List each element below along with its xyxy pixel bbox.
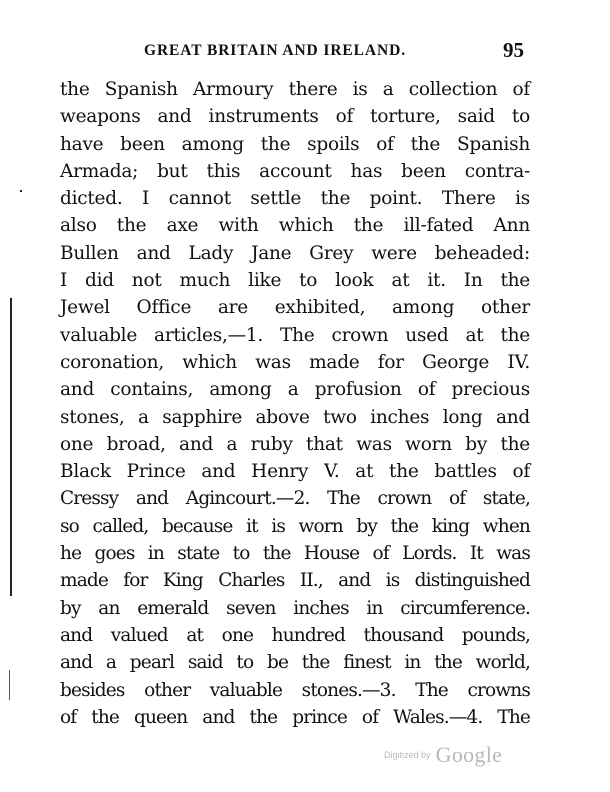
margin-dot-mark [20,190,22,192]
text-line: and a pearl said to be the finest in the world, [60,652,530,674]
text-line: and valued at one hundred thousand pounds, [60,624,530,646]
running-title: GREAT BRITAIN AND IRELAND. [144,42,406,59]
text-line: made for King Charles II., and is distinguished [60,570,530,592]
text-line: dicted. I cannot settle the point. There is [60,188,530,210]
text-line: the Spanish Armoury there is a collection of [60,79,530,100]
text-line: Jewel Office are exhibited, among other [60,297,530,319]
text-line: coronation, which was made for George IV. [60,351,530,373]
text-line: besides other valuable stones.—3. The crowns [60,679,530,701]
text-line: Black Prince and Henry V. at the battles of [60,461,530,483]
watermark-prefix: Digitized by [384,750,431,760]
text-line: Cressy and Agincourt.—2. The crown of state, [60,488,530,510]
text-line: and contains, among a profusion of precious [60,379,530,401]
page-number: 95 [503,38,524,62]
margin-scan-line [10,298,12,596]
page-header [60,38,530,68]
text-line: I did not much like to look at it. In the [60,270,530,292]
text-line: Armada; but this account has been contra- [60,160,530,182]
text-line: he goes in state to the House of Lords. It was [60,543,530,565]
text-line: of the queen and the prince of Wales.—4. The [60,706,530,728]
text-line: so called, because it is worn by the king when [60,515,530,537]
text-line: also the axe with which the ill-fated Ann [60,215,530,237]
body-text [60,76,530,731]
margin-scan-line-short [9,670,10,700]
text-line: have been among the spoils of the Spanish [60,133,530,155]
google-logo: Google [435,742,503,767]
text-line: valuable articles,—1. The crown used at the [60,324,530,346]
digitized-by-google-watermark [384,742,502,766]
text-line: stones, a sapphire above two inches long and [60,406,530,428]
text-line: by an emerald seven inches in circumference. [60,597,530,619]
text-line: Bullen and Lady Jane Grey were beheaded: [60,242,530,264]
text-line: one broad, and a ruby that was worn by the [60,433,530,455]
text-line: weapons and instruments of torture, said to [60,106,530,128]
